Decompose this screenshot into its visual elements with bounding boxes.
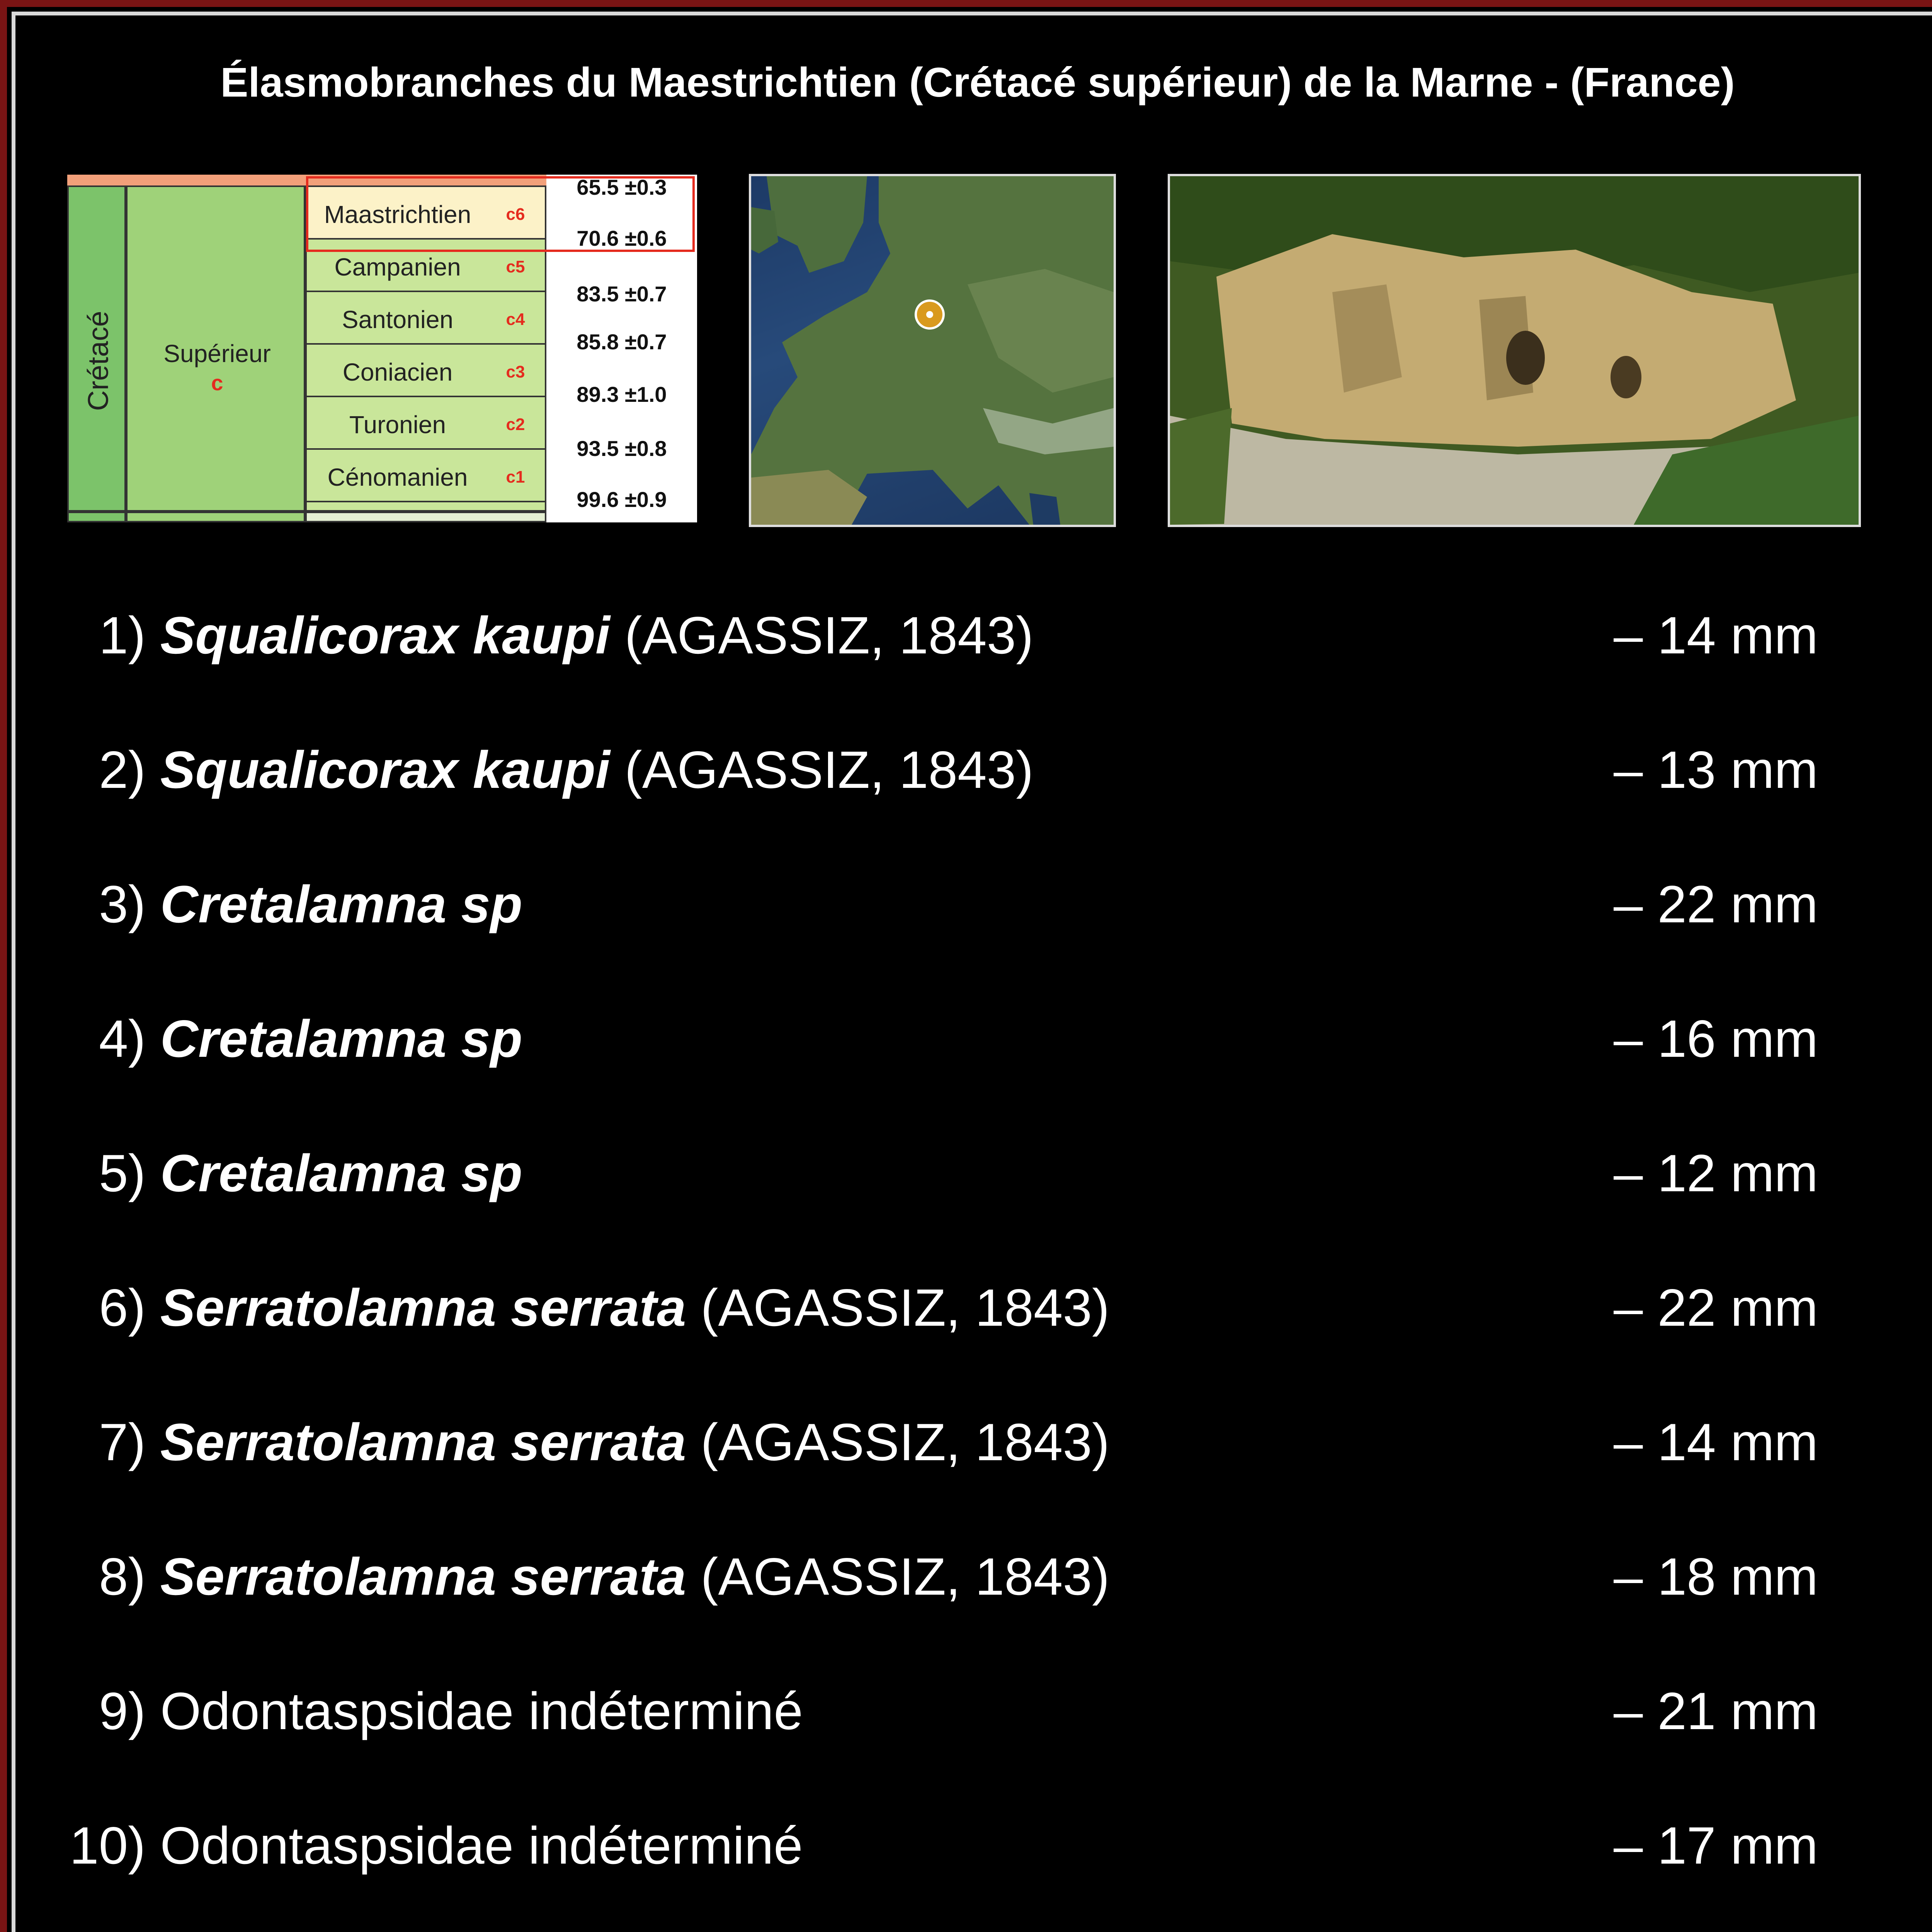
- item-number: 6): [99, 1278, 146, 1337]
- species-author: (AGASSIZ, 1843): [610, 606, 1034, 665]
- location-map: [749, 174, 1116, 527]
- list-item: [0, 874, 1932, 951]
- specimen-label: [99, 1143, 522, 1203]
- epoch-label: Supérieur: [163, 340, 271, 367]
- species-name: Cretalamna sp: [160, 1144, 522, 1202]
- site-marker: [751, 176, 1114, 525]
- stage-code: c1: [506, 468, 525, 486]
- age-value: 93.5 ±0.8: [577, 436, 667, 461]
- location-pin-center: [926, 311, 933, 318]
- page-title: Élasmobranches du Maestrichtien (Crétacé supérieur) de la Marne - (France): [220, 59, 1735, 105]
- specimen-label: [99, 874, 522, 934]
- list-item: [0, 1546, 1932, 1624]
- species-name: Squalicorax kaupi: [160, 740, 610, 799]
- stratigraphy-table: [67, 175, 697, 522]
- species-author: (AGASSIZ, 1843): [686, 1278, 1110, 1337]
- specimen-size: – 18 mm: [1614, 1547, 1818, 1606]
- age-value: 70.6 ±0.6: [577, 226, 667, 250]
- period-footer: [67, 512, 126, 522]
- period-column: [67, 185, 126, 512]
- species-author: (AGASSIZ, 1843): [610, 740, 1034, 799]
- species-name: Serratolamna serrata: [160, 1413, 686, 1471]
- stage-code: c3: [506, 362, 525, 381]
- stage-name: Campanien: [334, 253, 461, 281]
- item-number: 1): [99, 606, 146, 665]
- species-name: Serratolamna serrata: [160, 1547, 686, 1606]
- epoch-code: c: [211, 371, 223, 395]
- specimen-size: – 17 mm: [1614, 1816, 1818, 1875]
- stage-name: Coniacien: [342, 358, 453, 386]
- specimen-size: – 22 mm: [1614, 875, 1818, 934]
- specimen-label: [99, 1009, 522, 1069]
- species-author: Odontaspsidae indéterminé: [160, 1816, 803, 1875]
- species-name: Squalicorax kaupi: [160, 606, 610, 665]
- period-label: Crétacé: [82, 311, 114, 411]
- item-number: 10): [70, 1816, 146, 1875]
- specimen-size: – 12 mm: [1614, 1144, 1818, 1202]
- item-number: 4): [99, 1009, 146, 1068]
- stage-code: c6: [506, 205, 525, 224]
- list-item: [0, 1815, 1932, 1893]
- species-name: Cretalamna sp: [160, 875, 522, 934]
- species-name: Serratolamna serrata: [160, 1278, 686, 1337]
- stage-code: c2: [506, 415, 525, 434]
- species-author: Odontaspsidae indéterminé: [160, 1682, 803, 1740]
- stage-name: Cénomanien: [327, 463, 468, 491]
- age-value: 99.6 ±0.9: [577, 487, 667, 512]
- stage-code: c5: [506, 257, 525, 276]
- specimen-size: – 21 mm: [1614, 1682, 1818, 1740]
- age-value: 83.5 ±0.7: [577, 282, 667, 306]
- rock-cavity: [1506, 331, 1545, 385]
- list-item: [0, 1412, 1932, 1489]
- species-author: (AGASSIZ, 1843): [686, 1547, 1110, 1606]
- species-author: (AGASSIZ, 1843): [686, 1413, 1110, 1471]
- list-item: [0, 1009, 1932, 1086]
- specimen-label: [70, 1815, 803, 1876]
- species-name: Cretalamna sp: [160, 1009, 522, 1068]
- left-vegetation: [1170, 408, 1232, 525]
- item-number: 8): [99, 1547, 146, 1606]
- item-number: 2): [99, 740, 146, 799]
- specimen-size: – 14 mm: [1614, 1413, 1818, 1471]
- age-value: 85.8 ±0.7: [577, 330, 667, 354]
- list-item: [0, 1143, 1932, 1220]
- stage-row: [307, 345, 545, 397]
- stage-row: [307, 450, 545, 502]
- specimen-label: [99, 605, 1034, 665]
- list-item: [0, 1277, 1932, 1355]
- specimen-label: [99, 1412, 1109, 1472]
- outcrop-photo: [1168, 174, 1861, 527]
- specimen-label: [99, 1277, 1109, 1338]
- epoch-column: [126, 185, 305, 512]
- stage-row: [307, 292, 545, 345]
- epoch-footer: [126, 512, 305, 522]
- stage-name: Santonien: [342, 306, 454, 333]
- stage-footer: [305, 512, 546, 522]
- item-number: 5): [99, 1144, 146, 1202]
- item-number: 3): [99, 875, 146, 934]
- stage-name: Maastrichtien: [324, 201, 471, 228]
- stage-name: Turonien: [349, 411, 446, 439]
- stage-row: [307, 397, 545, 450]
- specimen-label: [99, 1546, 1109, 1607]
- specimen-size: – 16 mm: [1614, 1009, 1818, 1068]
- maastrichtian-highlight: [306, 176, 695, 252]
- specimen-size: – 14 mm: [1614, 606, 1818, 665]
- age-value: 89.3 ±1.0: [577, 382, 667, 406]
- rock-cavity: [1611, 356, 1641, 398]
- list-item: [0, 1681, 1932, 1758]
- list-item: [0, 740, 1932, 817]
- stage-code: c4: [506, 310, 525, 329]
- item-number: 9): [99, 1682, 146, 1740]
- specimen-label: [99, 740, 1034, 800]
- outcrop-image: [1170, 176, 1859, 525]
- age-value: 65.5 ±0.3: [577, 175, 667, 199]
- specimen-label: [99, 1681, 803, 1741]
- specimen-size: – 22 mm: [1614, 1278, 1818, 1337]
- list-item: [0, 605, 1932, 682]
- specimen-size: – 13 mm: [1614, 740, 1818, 799]
- item-number: 7): [99, 1413, 146, 1471]
